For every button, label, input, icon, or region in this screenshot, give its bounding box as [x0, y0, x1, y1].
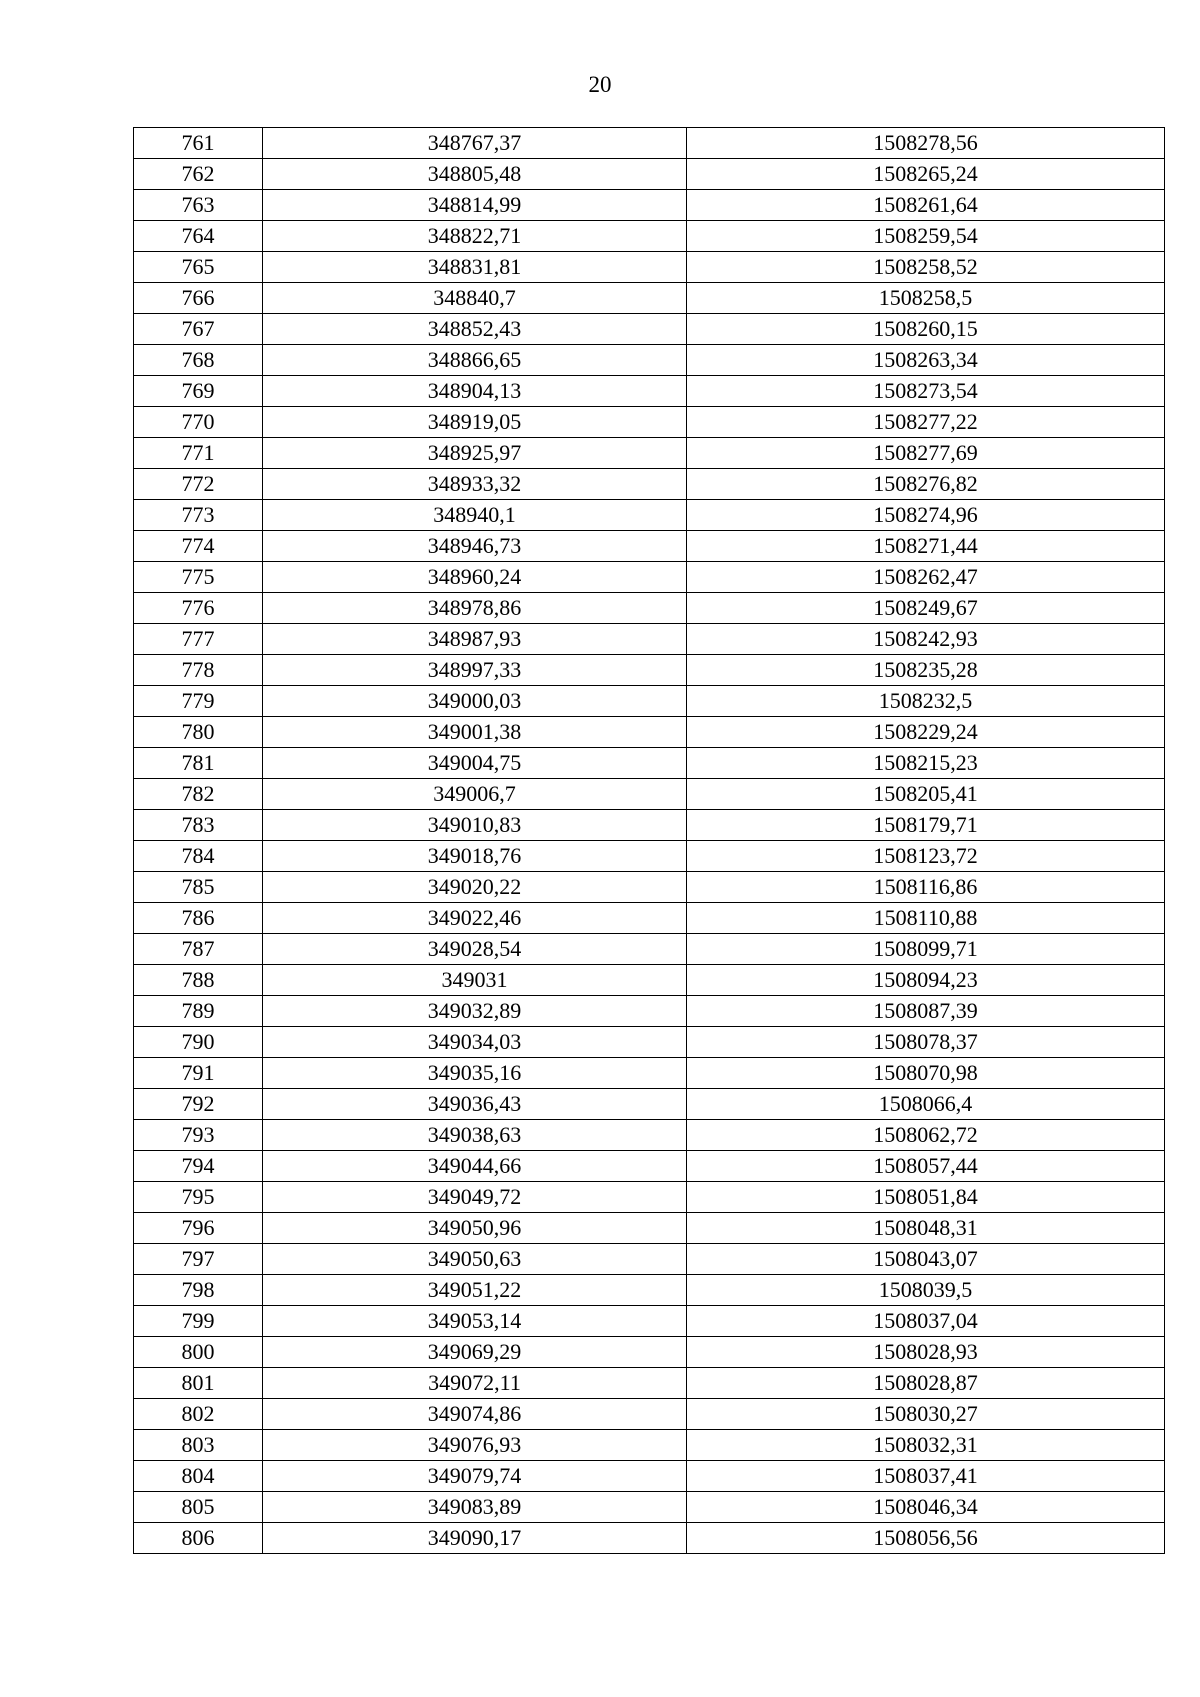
table-row [134, 1244, 1165, 1275]
y-coordinate-cell: 1508235,28 [687, 655, 1165, 686]
table-row [134, 1120, 1165, 1151]
table-row [134, 872, 1165, 903]
y-coordinate-cell: 1508037,04 [687, 1306, 1165, 1337]
table-row [134, 1430, 1165, 1461]
table-row [134, 1089, 1165, 1120]
table-row [134, 252, 1165, 283]
y-coordinate-cell: 1508094,23 [687, 965, 1165, 996]
point-number-cell: 783 [134, 810, 263, 841]
y-coordinate-cell: 1508277,69 [687, 438, 1165, 469]
point-number-cell: 787 [134, 934, 263, 965]
x-coordinate-cell: 348933,32 [263, 469, 687, 500]
point-number-cell: 789 [134, 996, 263, 1027]
table-row [134, 841, 1165, 872]
x-coordinate-cell: 349049,72 [263, 1182, 687, 1213]
y-coordinate-cell: 1508273,54 [687, 376, 1165, 407]
x-coordinate-cell: 348960,24 [263, 562, 687, 593]
point-number-cell: 780 [134, 717, 263, 748]
point-number-cell: 804 [134, 1461, 263, 1492]
x-coordinate-cell: 349072,11 [263, 1368, 687, 1399]
point-number-cell: 781 [134, 748, 263, 779]
point-number-cell: 772 [134, 469, 263, 500]
x-coordinate-cell: 349018,76 [263, 841, 687, 872]
y-coordinate-cell: 1508249,67 [687, 593, 1165, 624]
point-number-cell: 790 [134, 1027, 263, 1058]
point-number-cell: 775 [134, 562, 263, 593]
y-coordinate-cell: 1508278,56 [687, 128, 1165, 159]
y-coordinate-cell: 1508276,82 [687, 469, 1165, 500]
point-number-cell: 786 [134, 903, 263, 934]
point-number-cell: 791 [134, 1058, 263, 1089]
point-number-cell: 785 [134, 872, 263, 903]
table-row [134, 128, 1165, 159]
y-coordinate-cell: 1508039,5 [687, 1275, 1165, 1306]
y-coordinate-cell: 1508030,27 [687, 1399, 1165, 1430]
table-row [134, 686, 1165, 717]
table-row [134, 934, 1165, 965]
table-row [134, 1027, 1165, 1058]
x-coordinate-cell: 349020,22 [263, 872, 687, 903]
x-coordinate-cell: 349000,03 [263, 686, 687, 717]
x-coordinate-cell: 348852,43 [263, 314, 687, 345]
point-number-cell: 771 [134, 438, 263, 469]
y-coordinate-cell: 1508056,56 [687, 1523, 1165, 1554]
y-coordinate-cell: 1508116,86 [687, 872, 1165, 903]
table-row [134, 221, 1165, 252]
table-row [134, 810, 1165, 841]
point-number-cell: 801 [134, 1368, 263, 1399]
point-number-cell: 800 [134, 1337, 263, 1368]
y-coordinate-cell: 1508048,31 [687, 1213, 1165, 1244]
x-coordinate-cell: 349069,29 [263, 1337, 687, 1368]
table-row [134, 345, 1165, 376]
coordinates-table [133, 127, 1165, 1554]
point-number-cell: 774 [134, 531, 263, 562]
table-row [134, 1461, 1165, 1492]
y-coordinate-cell: 1508259,54 [687, 221, 1165, 252]
point-number-cell: 805 [134, 1492, 263, 1523]
y-coordinate-cell: 1508037,41 [687, 1461, 1165, 1492]
x-coordinate-cell: 348831,81 [263, 252, 687, 283]
x-coordinate-cell: 348946,73 [263, 531, 687, 562]
coordinates-table-body [134, 128, 1165, 1554]
table-row [134, 593, 1165, 624]
y-coordinate-cell: 1508263,34 [687, 345, 1165, 376]
table-row [134, 1306, 1165, 1337]
y-coordinate-cell: 1508261,64 [687, 190, 1165, 221]
table-row [134, 748, 1165, 779]
y-coordinate-cell: 1508057,44 [687, 1151, 1165, 1182]
x-coordinate-cell: 348978,86 [263, 593, 687, 624]
x-coordinate-cell: 349079,74 [263, 1461, 687, 1492]
x-coordinate-cell: 349001,38 [263, 717, 687, 748]
y-coordinate-cell: 1508051,84 [687, 1182, 1165, 1213]
y-coordinate-cell: 1508265,24 [687, 159, 1165, 190]
x-coordinate-cell: 348866,65 [263, 345, 687, 376]
point-number-cell: 761 [134, 128, 263, 159]
point-number-cell: 764 [134, 221, 263, 252]
x-coordinate-cell: 348767,37 [263, 128, 687, 159]
point-number-cell: 782 [134, 779, 263, 810]
x-coordinate-cell: 349028,54 [263, 934, 687, 965]
point-number-cell: 766 [134, 283, 263, 314]
x-coordinate-cell: 349031 [263, 965, 687, 996]
point-number-cell: 798 [134, 1275, 263, 1306]
y-coordinate-cell: 1508078,37 [687, 1027, 1165, 1058]
y-coordinate-cell: 1508232,5 [687, 686, 1165, 717]
point-number-cell: 803 [134, 1430, 263, 1461]
table-row [134, 779, 1165, 810]
point-number-cell: 795 [134, 1182, 263, 1213]
table-row [134, 1523, 1165, 1554]
table-row [134, 159, 1165, 190]
y-coordinate-cell: 1508258,5 [687, 283, 1165, 314]
y-coordinate-cell: 1508062,72 [687, 1120, 1165, 1151]
x-coordinate-cell: 349044,66 [263, 1151, 687, 1182]
x-coordinate-cell: 349010,83 [263, 810, 687, 841]
table-row [134, 1368, 1165, 1399]
y-coordinate-cell: 1508271,44 [687, 531, 1165, 562]
table-row [134, 314, 1165, 345]
table-row [134, 190, 1165, 221]
y-coordinate-cell: 1508205,41 [687, 779, 1165, 810]
x-coordinate-cell: 349006,7 [263, 779, 687, 810]
y-coordinate-cell: 1508258,52 [687, 252, 1165, 283]
x-coordinate-cell: 349036,43 [263, 1089, 687, 1120]
table-row [134, 655, 1165, 686]
table-row [134, 562, 1165, 593]
table-row [134, 1337, 1165, 1368]
x-coordinate-cell: 349051,22 [263, 1275, 687, 1306]
point-number-cell: 797 [134, 1244, 263, 1275]
table-row [134, 965, 1165, 996]
y-coordinate-cell: 1508277,22 [687, 407, 1165, 438]
y-coordinate-cell: 1508099,71 [687, 934, 1165, 965]
x-coordinate-cell: 349053,14 [263, 1306, 687, 1337]
table-row [134, 500, 1165, 531]
x-coordinate-cell: 349050,63 [263, 1244, 687, 1275]
point-number-cell: 793 [134, 1120, 263, 1151]
x-coordinate-cell: 348997,33 [263, 655, 687, 686]
y-coordinate-cell: 1508229,24 [687, 717, 1165, 748]
point-number-cell: 768 [134, 345, 263, 376]
x-coordinate-cell: 348940,1 [263, 500, 687, 531]
x-coordinate-cell: 348904,13 [263, 376, 687, 407]
point-number-cell: 765 [134, 252, 263, 283]
x-coordinate-cell: 349090,17 [263, 1523, 687, 1554]
table-row [134, 624, 1165, 655]
y-coordinate-cell: 1508066,4 [687, 1089, 1165, 1120]
y-coordinate-cell: 1508260,15 [687, 314, 1165, 345]
x-coordinate-cell: 348987,93 [263, 624, 687, 655]
point-number-cell: 796 [134, 1213, 263, 1244]
x-coordinate-cell: 349022,46 [263, 903, 687, 934]
table-row [134, 1058, 1165, 1089]
point-number-cell: 770 [134, 407, 263, 438]
x-coordinate-cell: 349004,75 [263, 748, 687, 779]
point-number-cell: 779 [134, 686, 263, 717]
x-coordinate-cell: 349038,63 [263, 1120, 687, 1151]
y-coordinate-cell: 1508028,87 [687, 1368, 1165, 1399]
point-number-cell: 769 [134, 376, 263, 407]
table-row [134, 903, 1165, 934]
point-number-cell: 788 [134, 965, 263, 996]
point-number-cell: 763 [134, 190, 263, 221]
table-row [134, 996, 1165, 1027]
point-number-cell: 799 [134, 1306, 263, 1337]
table-row [134, 283, 1165, 314]
x-coordinate-cell: 349074,86 [263, 1399, 687, 1430]
y-coordinate-cell: 1508274,96 [687, 500, 1165, 531]
table-row [134, 531, 1165, 562]
point-number-cell: 767 [134, 314, 263, 345]
point-number-cell: 802 [134, 1399, 263, 1430]
point-number-cell: 777 [134, 624, 263, 655]
y-coordinate-cell: 1508262,47 [687, 562, 1165, 593]
x-coordinate-cell: 348814,99 [263, 190, 687, 221]
table-row [134, 1213, 1165, 1244]
y-coordinate-cell: 1508179,71 [687, 810, 1165, 841]
table-row [134, 376, 1165, 407]
x-coordinate-cell: 349032,89 [263, 996, 687, 1027]
x-coordinate-cell: 348919,05 [263, 407, 687, 438]
point-number-cell: 773 [134, 500, 263, 531]
x-coordinate-cell: 349050,96 [263, 1213, 687, 1244]
y-coordinate-cell: 1508046,34 [687, 1492, 1165, 1523]
x-coordinate-cell: 348925,97 [263, 438, 687, 469]
x-coordinate-cell: 349035,16 [263, 1058, 687, 1089]
y-coordinate-cell: 1508032,31 [687, 1430, 1165, 1461]
point-number-cell: 778 [134, 655, 263, 686]
point-number-cell: 806 [134, 1523, 263, 1554]
point-number-cell: 784 [134, 841, 263, 872]
table-row [134, 1492, 1165, 1523]
x-coordinate-cell: 349076,93 [263, 1430, 687, 1461]
table-row [134, 1275, 1165, 1306]
table-row [134, 407, 1165, 438]
y-coordinate-cell: 1508043,07 [687, 1244, 1165, 1275]
y-coordinate-cell: 1508123,72 [687, 841, 1165, 872]
table-row [134, 1151, 1165, 1182]
x-coordinate-cell: 348840,7 [263, 283, 687, 314]
table-row [134, 469, 1165, 500]
table-row [134, 438, 1165, 469]
y-coordinate-cell: 1508087,39 [687, 996, 1165, 1027]
y-coordinate-cell: 1508110,88 [687, 903, 1165, 934]
table-row [134, 1399, 1165, 1430]
page-number: 20 [588, 72, 612, 97]
x-coordinate-cell: 349083,89 [263, 1492, 687, 1523]
point-number-cell: 776 [134, 593, 263, 624]
y-coordinate-cell: 1508215,23 [687, 748, 1165, 779]
table-row [134, 717, 1165, 748]
table-row [134, 1182, 1165, 1213]
x-coordinate-cell: 349034,03 [263, 1027, 687, 1058]
point-number-cell: 794 [134, 1151, 263, 1182]
x-coordinate-cell: 348822,71 [263, 221, 687, 252]
y-coordinate-cell: 1508028,93 [687, 1337, 1165, 1368]
y-coordinate-cell: 1508070,98 [687, 1058, 1165, 1089]
y-coordinate-cell: 1508242,93 [687, 624, 1165, 655]
x-coordinate-cell: 348805,48 [263, 159, 687, 190]
point-number-cell: 792 [134, 1089, 263, 1120]
point-number-cell: 762 [134, 159, 263, 190]
